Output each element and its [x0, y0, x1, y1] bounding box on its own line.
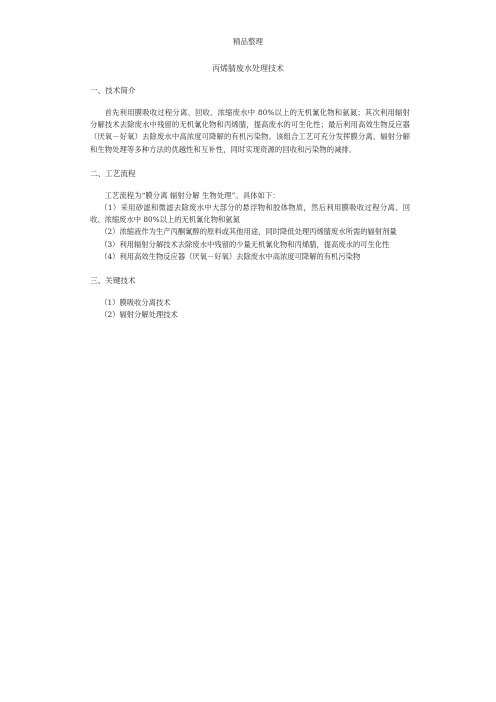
- paragraph: 首先利用膜吸收过程分离、回收、浓缩废水中 80%以上的无机氰化物和氨氮；其次利用辐射分解技术去除废水中残留的无机氰化物和丙烯腈，提高废水的可生化性；最后利用高效生物反应器（厌氧－好氧）去除废水中高浓度可降解的有机污染物。该组合工艺可充分发挥膜分离、辐射分解和生物处理等多种方法的优越性和互补性，同时实现资源的回收和污染物的减排。: [90, 108, 410, 154]
- section-process: [90, 168, 410, 263]
- document-title: 丙烯腈废水处理技术: [212, 64, 284, 73]
- list-item: （4）利用高效生物反应器（厌氧－好氧）去除废水中高浓度可降解的有机污染物: [100, 251, 361, 261]
- page-header: 精品整理: [233, 37, 263, 46]
- section-key-technology: [90, 275, 410, 321]
- list-item: （1）膜吸收分离技术: [100, 298, 171, 308]
- section-intro: [90, 85, 410, 156]
- list-item: （3）利用辐射分解技术去除废水中残留的少量无机氰化物和丙烯腈，提高废水的可生化性: [100, 239, 390, 249]
- section-heading: 二、工艺流程: [90, 168, 136, 178]
- list-item: （1）采用砂滤和微滤去除废水中大部分的悬浮物和胶体物质，然后利用膜吸收过程分离、回收、浓缩废水中 80%以上的无机氰化物和氨氮: [90, 203, 410, 225]
- list-item: （2）辐射分解处理技术: [100, 310, 178, 320]
- paragraph: 工艺流程为“膜分离 辐射分解 生物处理”。具体如下：: [104, 190, 280, 200]
- section-heading: 三、关键技术: [90, 276, 136, 286]
- section-heading: 一、技术简介: [90, 86, 136, 95]
- document-body: [90, 85, 410, 321]
- list-item: （2）浓缩液作为生产丙酮氰醇的原料或其他用途，同时降低处理丙烯腈废水所需的辐射剂量: [100, 227, 397, 237]
